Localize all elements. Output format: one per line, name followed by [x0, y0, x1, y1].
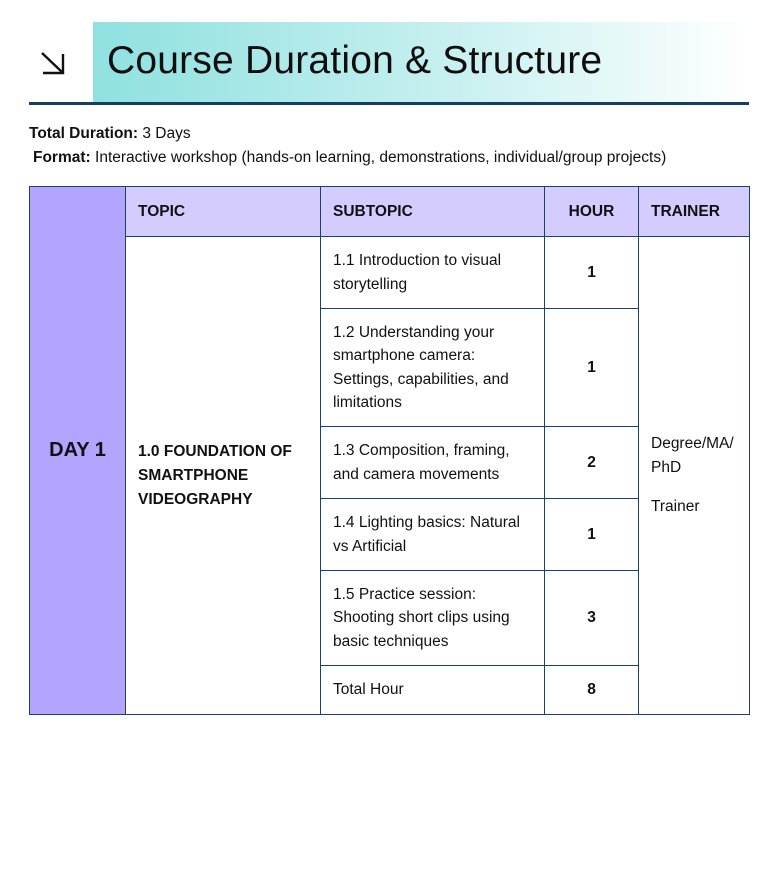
title-band: [93, 22, 749, 104]
subtopic-cell: 1.4 Lighting basics: Natural vs Artificial: [321, 499, 545, 571]
header-divider: [29, 102, 749, 105]
topic-cell: 1.0 FOUNDATION OF SMARTPHONE VIDEOGRAPHY: [126, 237, 321, 715]
header-topic: TOPIC: [126, 187, 321, 237]
total-duration: [29, 125, 191, 143]
subtopic-cell: 1.3 Composition, framing, and camera movements: [321, 427, 545, 499]
header-subtopic: SUBTOPIC: [321, 187, 545, 237]
arrow-down-right-icon: [38, 49, 68, 77]
total-hour-value: 8: [545, 666, 639, 715]
course-structure-table: [29, 186, 750, 715]
subtopic-cell: 1.2 Understanding your smartphone camera: Settings, capabilities, and limitations: [321, 309, 545, 427]
header-hour: HOUR: [545, 187, 639, 237]
header-icon-box: [29, 22, 93, 104]
page-header: [0, 22, 778, 104]
table-header-row: [30, 187, 750, 237]
subtopic-cell: 1.5 Practice session: Shooting short clips using basic techniques: [321, 571, 545, 666]
hour-cell: 1: [545, 237, 639, 309]
trainer-role: Trainer: [651, 498, 700, 515]
header-trainer: TRAINER: [639, 187, 750, 237]
day-cell: DAY 1: [30, 187, 126, 715]
trainer-qualification: Degree/MA/ PhD: [651, 435, 734, 476]
page-title: Course Duration & Structure: [107, 39, 603, 82]
hour-cell: 3: [545, 571, 639, 666]
hour-cell: 1: [545, 309, 639, 427]
table-row: [30, 237, 750, 309]
duration-label: Total Duration:: [29, 125, 139, 142]
duration-value: 3 Days: [142, 125, 191, 142]
format-value: Interactive workshop (hands-on learning, demonstrations, individual/group projects): [95, 149, 667, 166]
hour-cell: 2: [545, 427, 639, 499]
format-label: Format:: [33, 149, 91, 166]
hour-cell: 1: [545, 499, 639, 571]
subtopic-cell: 1.1 Introduction to visual storytelling: [321, 237, 545, 309]
total-hour-label: Total Hour: [321, 666, 545, 715]
trainer-cell: [639, 237, 750, 715]
course-format: [33, 149, 666, 167]
